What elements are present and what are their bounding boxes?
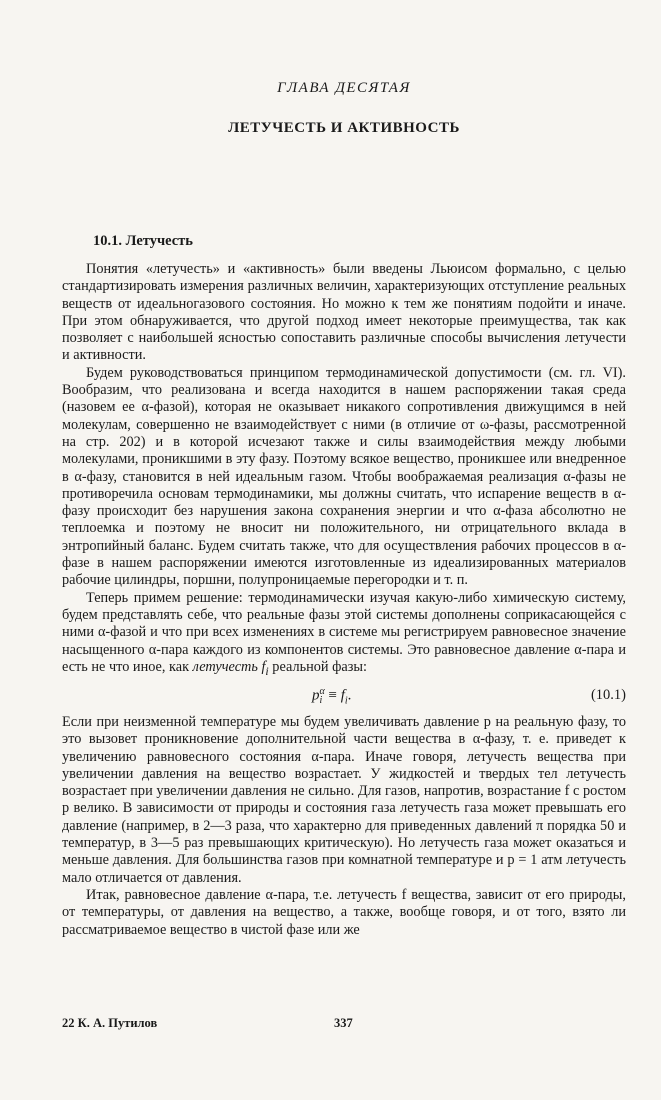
equation-10-1	[62, 683, 626, 710]
paragraph-definition-start: Теперь примем решение: термодинамически изучая какую-либо химическую систему, будем представлять себе, что реальные фазы этой системы дополнены соприкасающейся с ними α-фазой и что при всех изменениях в системе мы регистрируем равновесное значение насыщенного α-пара каждого из компонентов системы. Это равновесное давление α-пара и есть не что иное, как	[62, 589, 626, 675]
page-number: 337	[334, 1016, 353, 1030]
fugacity-term: летучесть $f_i$	[192, 658, 269, 678]
chapter-label: ГЛАВА ДЕСЯТАЯ	[277, 80, 411, 96]
paragraph-conclusion: Итак, равновесное давление α-пара, т.е. летучесть f вещества, зависит от его природы, от температуры, от давления на вещество, а также, вообще говоря, и от того, взято ли рассматриваемое вещество в чистой фазе или же	[62, 886, 626, 938]
section-heading: 10.1. Летучесть	[93, 233, 193, 249]
equation-formula: p α i ≡ $f_i$.	[312, 685, 352, 707]
paragraph-alpha-phase: Будем руководствоваться принципом термодинамической допустимости (см. гл. VI). Вообразим, что реализована и всегда находится в нашем распоряжении такая среда (назовем ее α-фазой), которая не оказывает никакого сопротивления движущимся в ней молекулам, совершенно не взаимодействует с ними (в отличие от ω-фазы, рассмотренной на стр. 202) и в которой исчезают также и силы взаимодействия между любыми молекулами, проникшими в эту фазу. Поэтому всякое вещество, проникшее или внедренное в α-фазу, становится в ней идеальным газом. Чтобы воображаемая реализация α-фазы не противоречила основам термодинамики, мы должны считать, что испарение веществ в α-фазу происходит без нарушения закона сохранения энергии и что α-фаза абсолютно не теплоемка и поэтому не вносит ни положительного, ни отрицательного вклада в энтропийный баланс. Будем считать также, что для осуществления рабочих процессов в α-фазе в нашем распоряжении имеются изготовленные из идеализированных материалов рабочие цилиндры, поршни, полупроницаемые перегородки и т. п.	[62, 364, 626, 589]
body-text	[62, 261, 626, 939]
footer-signature: 22 К. А. Путилов	[62, 1016, 158, 1030]
equation-number: (10.1)	[590, 686, 626, 703]
paragraph-definition-end: реальной фазы:	[268, 658, 367, 675]
paragraph-intro: Понятия «летучесть» и «активность» были введены Льюисом формально, с целью стандартизировать измерения различных величин, характеризующих отступление реальных веществ от идеальногазового состояния. Но можно к тем же понятиям подойти и иначе. При этом обнаруживается, что другой подход имеет некоторые преимущества, так как позволяет с наибольшей ясностью сопоставить различные способы вычисления летучести и активности.	[62, 261, 626, 364]
chapter-title: ЛЕТУЧЕСТЬ И АКТИВНОСТЬ	[228, 120, 460, 136]
paragraph-definition	[62, 590, 626, 680]
paragraph-pressure: Если при неизменной температуре мы будем увеличивать давление p на реальную фазу, то это вызовет проникновение дополнительной части вещества в α-фазу, т. е. приведет к увеличению равновесного состояния α-пара. Иначе говоря, летучесть вещества при увеличении давления на вещество возрастает. У жидкостей и твердых тел летучесть возрастает при увеличении давления не сильно. Для газов, напротив, возрастание f с ростом p велико. В зависимости от природы и состояния газа летучесть газа может превышать его давление (например, в 2—3 раза, что характерно для приведенных давлений π порядка 50 и температур, в 3—5 раз превышающих критическую). Но летучесть газа может оказаться и меньше давления. Для большинства газов при комнатной температуре и p = 1 атм летучесть мало отличается от давления.	[62, 713, 626, 886]
